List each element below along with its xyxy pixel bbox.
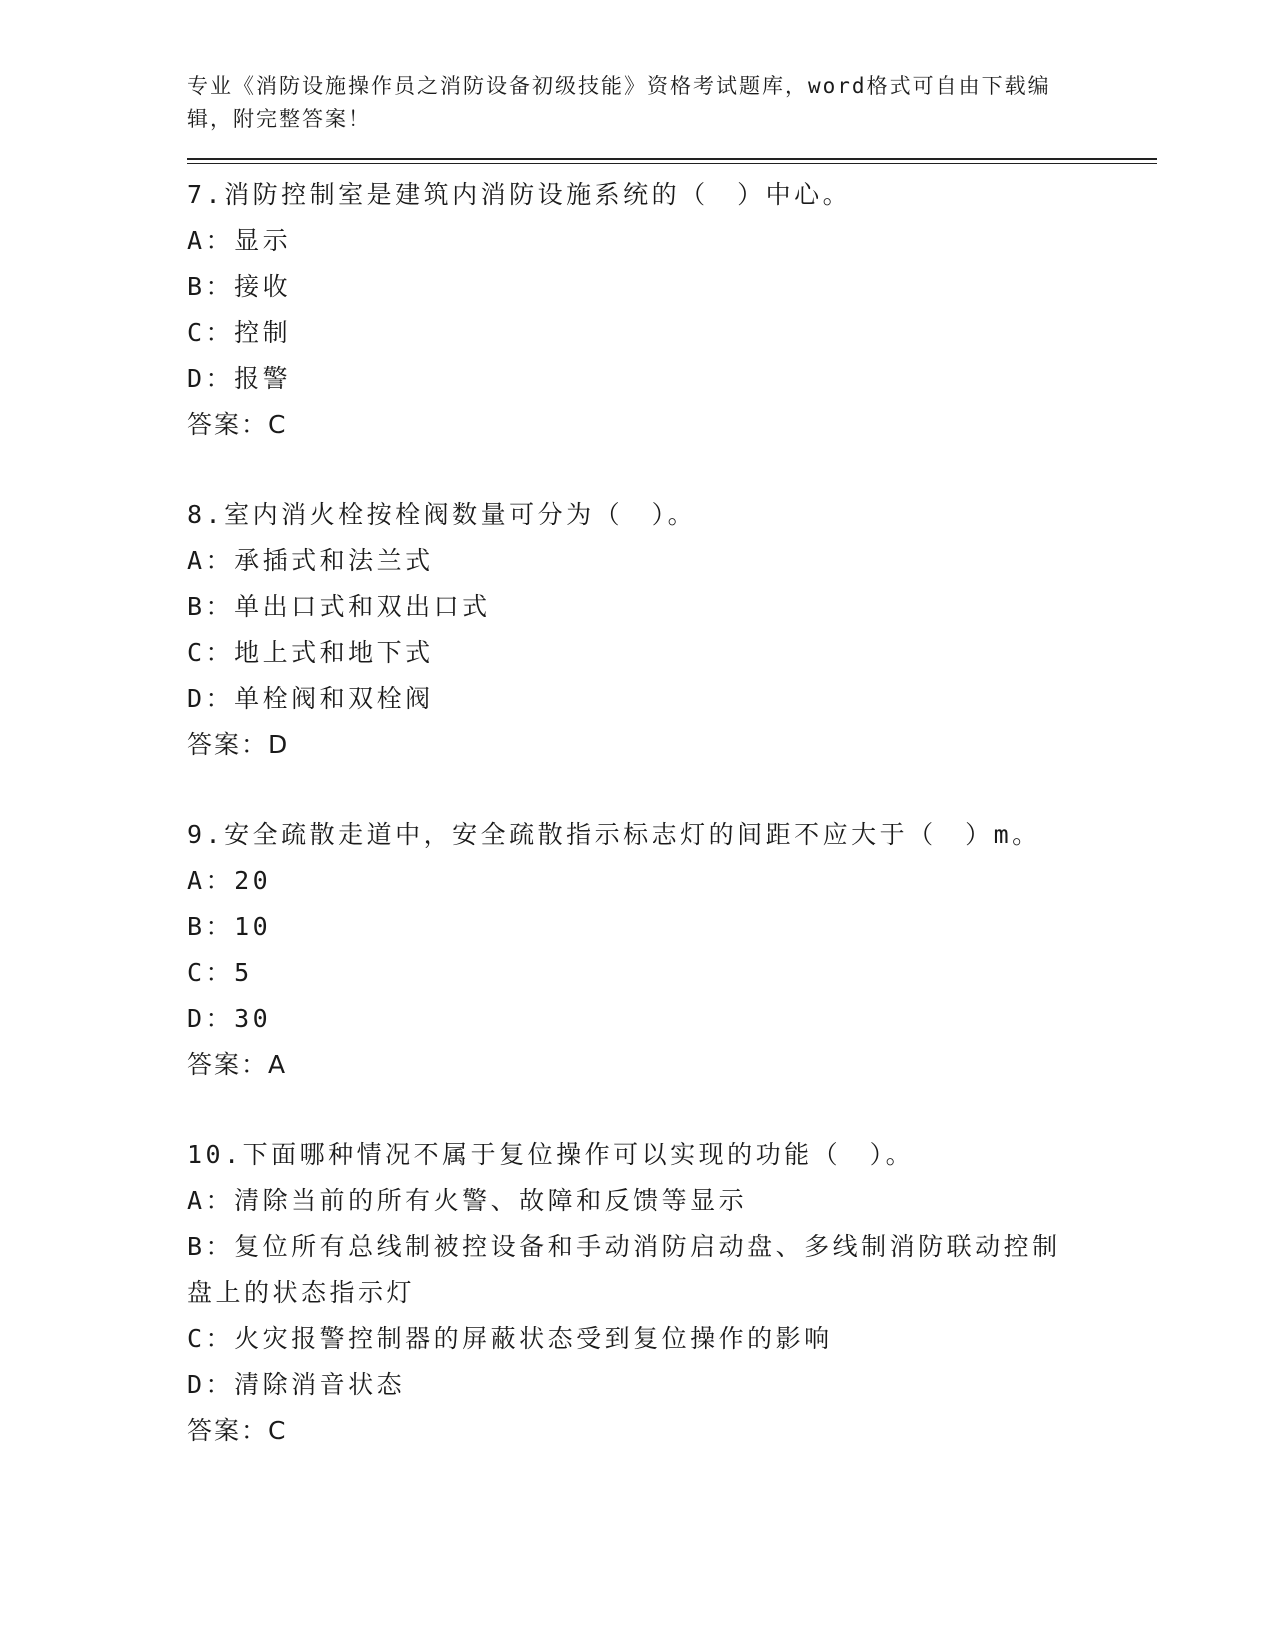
answer-label: 答案： — [187, 1050, 269, 1079]
option-text: 5 — [234, 958, 253, 987]
option-b — [187, 1224, 1087, 1316]
option-key: C： — [187, 958, 235, 987]
document-header: 专业《消防设施操作员之消防设备初级技能》资格考试题库，word格式可自由下载编辑，附完整答案！ — [187, 74, 1051, 131]
option-key: A： — [187, 866, 235, 895]
question-7 — [187, 172, 1157, 448]
option-a — [187, 218, 1087, 264]
option-d — [187, 1362, 1087, 1408]
option-key: B： — [187, 912, 235, 941]
option-key: C： — [187, 1324, 235, 1353]
option-text: 地上式和地下式 — [234, 638, 434, 667]
question-stem: 9.安全疏散走道中，安全疏散指示标志灯的间距不应大于（ ）m。 — [187, 820, 1041, 849]
question-stem: 7.消防控制室是建筑内消防设施系统的（ ）中心。 — [187, 180, 852, 209]
option-key: D： — [187, 1004, 235, 1033]
answer-line — [187, 1408, 1157, 1454]
option-key: D： — [187, 364, 235, 393]
question-9 — [187, 812, 1157, 1088]
option-text: 报警 — [234, 364, 292, 393]
option-text: 火灾报警控制器的屏蔽状态受到复位操作的影响 — [234, 1324, 833, 1353]
question-10 — [187, 1132, 1157, 1454]
answer-line — [187, 402, 1157, 448]
option-key: B： — [187, 272, 235, 301]
option-c — [187, 310, 1087, 356]
question-8 — [187, 492, 1157, 768]
option-key: A： — [187, 546, 235, 575]
option-text: 清除消音状态 — [234, 1370, 406, 1399]
answer-label: 答案： — [187, 730, 269, 759]
option-text: 30 — [234, 1004, 272, 1033]
option-text: 承插式和法兰式 — [234, 546, 434, 575]
option-d — [187, 356, 1087, 402]
option-key: C： — [187, 638, 235, 667]
option-a — [187, 858, 1087, 904]
option-key: B： — [187, 592, 235, 621]
option-text: 复位所有总线制被控设备和手动消防启动盘、多线制消防联动控制盘上的状态指示灯 — [187, 1232, 1061, 1307]
option-c — [187, 630, 1087, 676]
option-key: D： — [187, 1370, 235, 1399]
option-c — [187, 950, 1087, 996]
option-b — [187, 904, 1087, 950]
document-page — [187, 70, 1157, 1498]
option-text: 单出口式和双出口式 — [234, 592, 491, 621]
answer-label: 答案： — [187, 410, 269, 439]
option-key: C： — [187, 318, 235, 347]
answer-value: C — [268, 410, 288, 439]
answer-value: D — [268, 730, 290, 759]
option-b — [187, 264, 1087, 310]
option-text: 接收 — [234, 272, 292, 301]
option-key: D： — [187, 684, 235, 713]
option-key: B： — [187, 1232, 235, 1261]
option-a — [187, 538, 1087, 584]
option-a — [187, 1178, 1087, 1224]
question-list — [187, 172, 1157, 1454]
option-text: 20 — [234, 866, 272, 895]
option-c — [187, 1316, 1087, 1362]
option-b — [187, 584, 1087, 630]
question-stem: 8.室内消火栓按栓阀数量可分为（ ）。 — [187, 500, 697, 529]
option-key: A： — [187, 226, 235, 255]
answer-label: 答案： — [187, 1416, 269, 1445]
option-d — [187, 996, 1087, 1042]
option-text: 10 — [234, 912, 272, 941]
header-divider — [187, 158, 1157, 164]
option-text: 显示 — [234, 226, 292, 255]
option-text: 清除当前的所有火警、故障和反馈等显示 — [234, 1186, 748, 1215]
option-text: 单栓阀和双栓阀 — [234, 684, 434, 713]
question-stem: 10.下面哪种情况不属于复位操作可以实现的功能（ ）。 — [187, 1140, 915, 1169]
answer-line — [187, 722, 1157, 768]
answer-value: A — [268, 1050, 288, 1079]
option-d — [187, 676, 1087, 722]
answer-value: C — [268, 1416, 288, 1445]
answer-line — [187, 1042, 1157, 1088]
option-text: 控制 — [234, 318, 292, 347]
option-key: A： — [187, 1186, 235, 1215]
